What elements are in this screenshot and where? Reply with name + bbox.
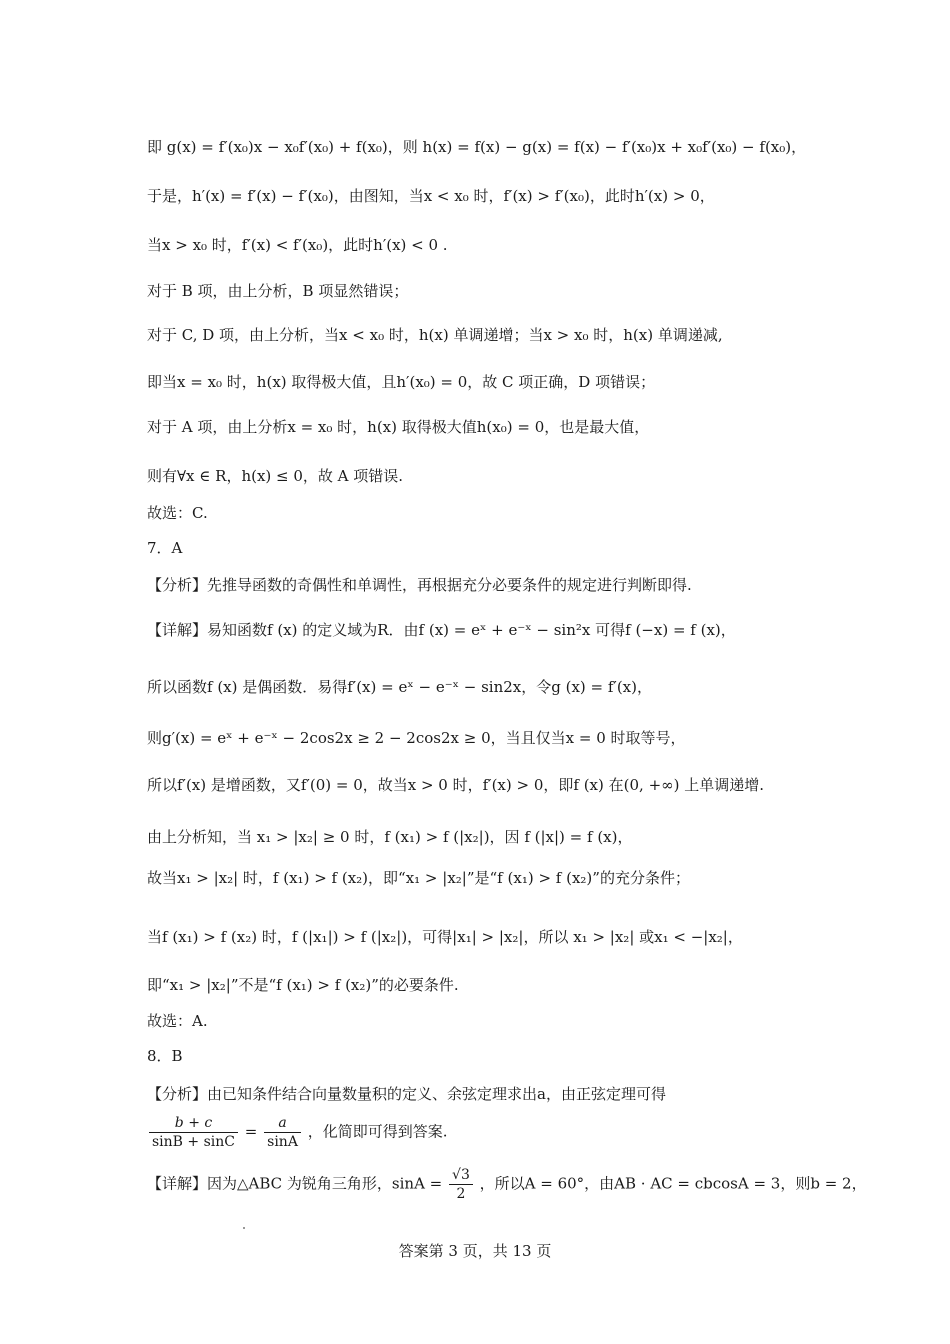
fraction-numerator: √3	[449, 1166, 473, 1185]
text-line: 所以f′(x) 是增函数，又f′(0) = 0，故当x > 0 时，f′(x) > 0，即f (x) 在(0, +∞) 上单调递增.	[147, 776, 765, 794]
text-line: 【分析】由已知条件结合向量数量积的定义、余弦定理求出a，由正弦定理可得	[147, 1085, 666, 1103]
detail-tail: ，所以A = 60°，由AB · AC = cbcosA = 3，则b = 2，	[479, 1174, 867, 1193]
text-line: 【分析】先推导函数的奇偶性和单调性，再根据充分必要条件的规定进行判断即得.	[147, 576, 692, 594]
question-number: 7．A	[147, 539, 183, 557]
text-line: 则有∀x ∈ R，h(x) ≤ 0，故 A 项错误.	[147, 467, 404, 485]
detail-head: 【详解】因为△ABC 为锐角三角形，sinA =	[147, 1174, 443, 1193]
text-line: 故选：A.	[147, 1012, 208, 1030]
fraction-denominator: sinA	[267, 1134, 298, 1150]
fraction-denominator: sinB + sinC	[152, 1134, 235, 1150]
text-line: 当f (x₁) > f (x₂) 时，f (|x₁|) > f (|x₂|)，可得|x₁| > |x₂|，所以 x₁ > |x₂| 或x₁ < −|x₂|，	[147, 928, 743, 946]
text-line: 当x > x₀ 时，f′(x) < f′(x₀)，此时h′(x) < 0 .	[147, 236, 448, 254]
text-line: 则g′(x) = eˣ + e⁻ˣ − 2cos2x ≥ 2 − 2cos2x ≥ 0，当且仅当x = 0 时取等号，	[147, 729, 686, 747]
fraction-line	[147, 1114, 850, 1151]
fraction-line-tail: ，化简即可得到答案.	[307, 1122, 448, 1141]
fraction-ratio	[264, 1114, 301, 1151]
text-line: 对于 B 项，由上分析，B 项显然错误；	[147, 282, 409, 300]
text-line: 【详解】易知函数f (x) 的定义域为R．由f (x) = eˣ + e⁻ˣ − sin²x 可得f (−x) = f (x)，	[147, 621, 736, 639]
question-number: 8．B	[147, 1047, 183, 1065]
text-line: 故选：C.	[147, 504, 208, 522]
text-line	[147, 1166, 867, 1203]
text-line: 即当x = x₀ 时，h(x) 取得极大值，且h′(x₀) = 0，故 C 项正确，D 项错误；	[147, 373, 656, 391]
stray-mark	[243, 1227, 245, 1229]
text-line: 所以函数f (x) 是偶函数．易得f′(x) = eˣ − e⁻ˣ − sin2x，令g (x) = f′(x)，	[147, 678, 652, 696]
fraction-numerator: a	[264, 1114, 301, 1133]
page-footer: 答案第 3 页，共 13 页	[398, 1242, 552, 1260]
text-line: 即 g(x) = f′(x₀)x − x₀f′(x₀) + f(x₀)，则 h(x) = f(x) − g(x) = f(x) − f′(x₀)x + x₀f′(x₀) − f(x₀)，	[147, 138, 807, 156]
text-line: 故当x₁ > |x₂| 时，f (x₁) > f (x₂)，即“x₁ > |x₂|”是“f (x₁) > f (x₂)”的充分条件；	[147, 869, 690, 887]
text-line: 对于 A 项，由上分析x = x₀ 时，h(x) 取得极大值h(x₀) = 0，也是最大值，	[147, 418, 650, 436]
text-line: 于是，h′(x) = f′(x) − f′(x₀)，由图知，当x < x₀ 时，f′(x) > f′(x₀)，此时h′(x) > 0，	[147, 187, 715, 205]
text-line: 即“x₁ > |x₂|”不是“f (x₁) > f (x₂)”的必要条件.	[147, 976, 459, 994]
fraction-denominator: 2	[456, 1186, 466, 1202]
fraction-sum	[149, 1114, 238, 1151]
fraction-sin	[449, 1166, 473, 1203]
fraction-numerator: b + c	[149, 1114, 238, 1133]
text-line: 对于 C, D 项，由上分析，当x < x₀ 时，h(x) 单调递增；当x > x₀ 时，h(x) 单调递减,	[147, 326, 723, 344]
text-line: 由上分析知，当 x₁ > |x₂| ≥ 0 时，f (x₁) > f (|x₂|)，因 f (|x|) = f (x)，	[147, 828, 633, 846]
equals-sign: =	[244, 1122, 258, 1141]
